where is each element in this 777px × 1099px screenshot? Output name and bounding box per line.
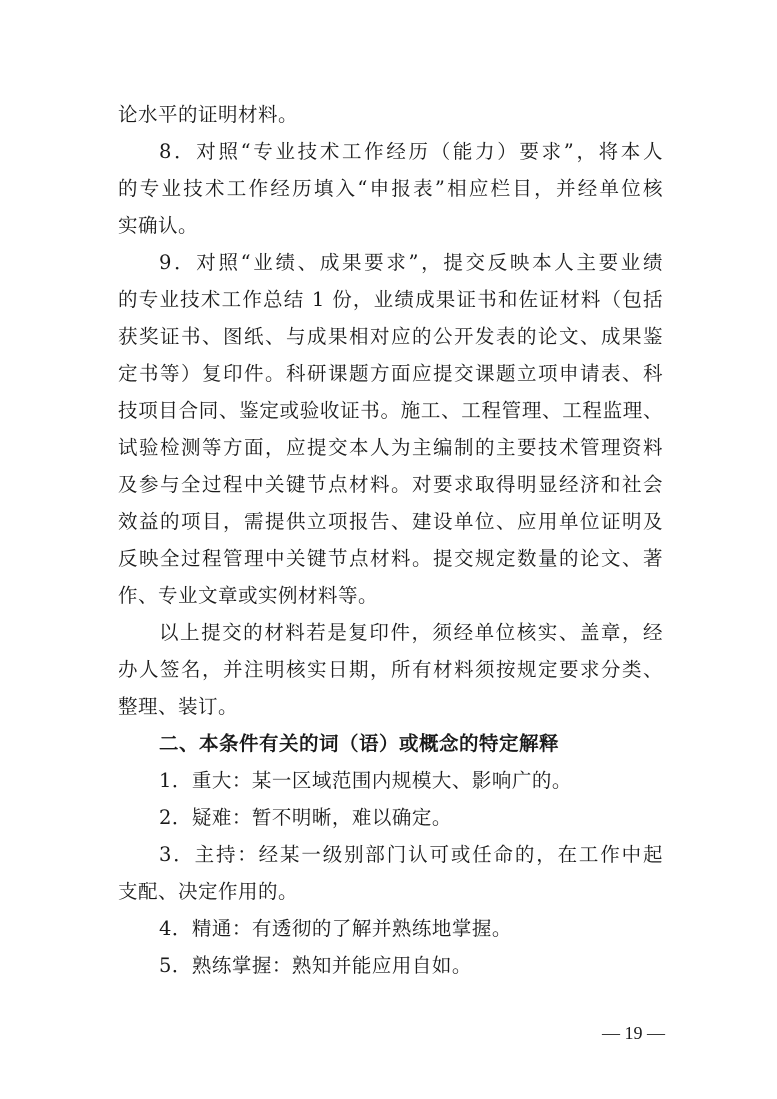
text-line: 论水平的证明材料。 xyxy=(118,103,299,126)
body-text xyxy=(118,96,663,984)
text-line: 办人签名，并注明核实日期，所有材料须按规定要求分类、 xyxy=(118,658,663,681)
text-line: 效益的项目，需提供立项报告、建设单位、应用单位证明及 xyxy=(118,510,663,533)
text-line: 以上提交的材料若是复印件，须经单位核实、盖章，经 xyxy=(159,621,663,644)
text-line: 5．熟练掌握：熟知并能应用自如。 xyxy=(159,954,472,977)
section-heading: 二、本条件有关的词（语）或概念的特定解释 xyxy=(159,732,560,755)
text-line: 定书等）复印件。科研课题方面应提交课题立项申请表、科 xyxy=(118,362,663,385)
text-line: 的专业技术工作经历填入“申报表”相应栏目，并经单位核 xyxy=(118,177,663,200)
text-line: 8．对照“专业技术工作经历（能力）要求”，将本人 xyxy=(159,140,663,163)
text-line: 实确认。 xyxy=(118,214,199,237)
text-line: 2．疑难：暂不明晰，难以确定。 xyxy=(159,806,452,829)
text-line: 支配、决定作用的。 xyxy=(118,880,299,903)
text-line: 3．主持：经某一级别部门认可或任命的，在工作中起 xyxy=(159,843,663,866)
text-line: 技项目合同、鉴定或验收证书。施工、工程管理、工程监理、 xyxy=(118,399,663,422)
text-line: 9．对照“业绩、成果要求”，提交反映本人主要业绩 xyxy=(159,251,663,274)
text-line: 的专业技术工作总结 1 份，业绩成果证书和佐证材料（包括 xyxy=(118,288,663,311)
text-line: 1．重大：某一区域范围内规模大、影响广的。 xyxy=(159,769,572,792)
text-line: 反映全过程管理中关键节点材料。提交规定数量的论文、著 xyxy=(118,547,663,570)
text-line: 4．精通：有透彻的了解并熟练地掌握。 xyxy=(159,917,512,940)
page-number: — 19 — xyxy=(602,1023,665,1043)
text-line: 及参与全过程中关键节点材料。对要求取得明显经济和社会 xyxy=(118,473,663,496)
text-line: 整理、装订。 xyxy=(118,695,239,718)
text-line: 获奖证书、图纸、与成果相对应的公开发表的论文、成果鉴 xyxy=(118,325,663,348)
text-line: 作、专业文章或实例材料等。 xyxy=(118,584,379,607)
text-line: 试验检测等方面，应提交本人为主编制的主要技术管理资料 xyxy=(118,436,663,459)
